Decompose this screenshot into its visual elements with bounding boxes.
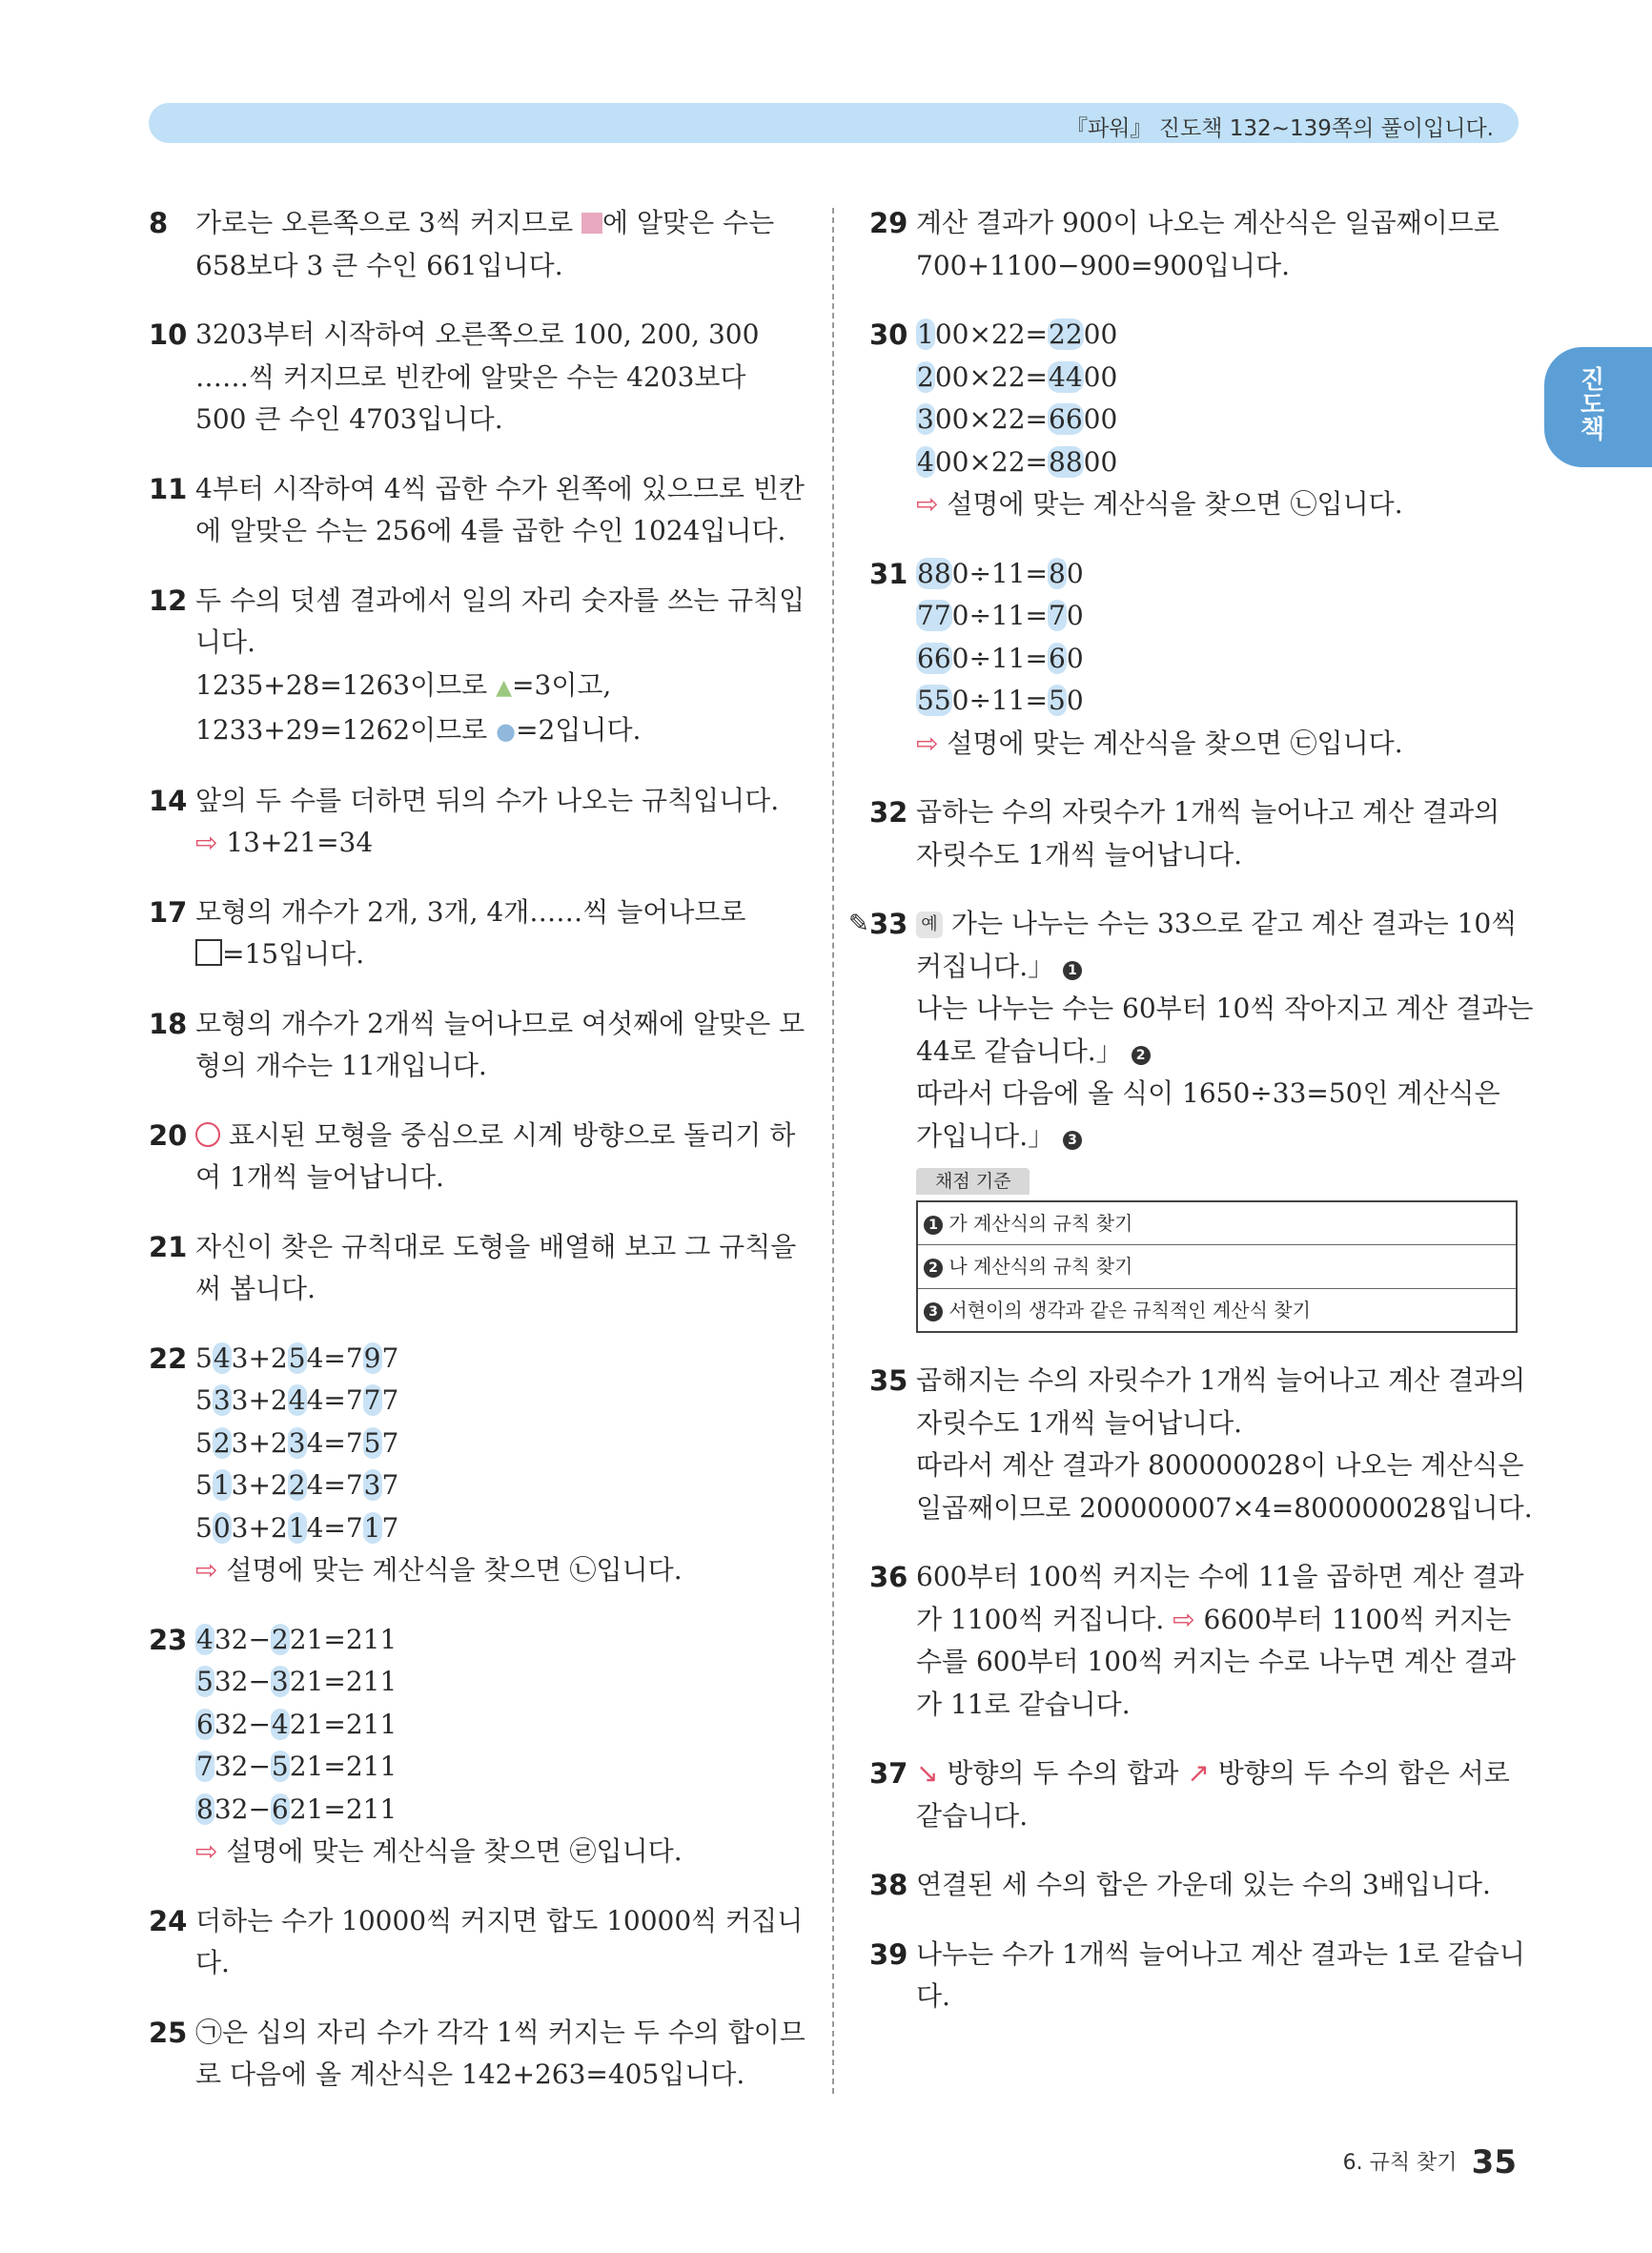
criteria-row: 3 서현이의 생각과 같은 규칙적인 계산식 찾기: [917, 1288, 1517, 1332]
side-tab: [1544, 347, 1652, 467]
header-bar: [149, 103, 1519, 143]
item-number: 22: [149, 1342, 188, 1375]
item-line: 일곱째이므로 200000007×4=800000028입니다.: [916, 1491, 1533, 1524]
item-line: ……씩 커지므로 빈칸에 알맞은 수는 4203보다: [195, 360, 746, 393]
item-line: 여 1개씩 늘어납니다.: [195, 1161, 444, 1193]
item-number: 24: [149, 1904, 188, 1937]
answer-item: [149, 780, 797, 865]
arrow-icon: ⇨: [195, 827, 218, 858]
item-line: ⇨ 13+21=34: [195, 827, 374, 858]
item-line: 3203부터 시작하여 오른쪽으로 100, 200, 300: [195, 318, 760, 350]
item-line: =15입니다.: [195, 933, 797, 976]
item-number: 18: [149, 1007, 188, 1040]
answer-item: [149, 1900, 804, 1985]
item-number: 36: [869, 1561, 908, 1593]
answer-item: [149, 1338, 797, 1592]
item-line: 써 봅니다.: [195, 1273, 316, 1304]
number-1-icon: 1: [924, 1216, 943, 1235]
arrow-icon: ⇨: [195, 1554, 218, 1586]
item-line: 같습니다.: [916, 1799, 1029, 1832]
item-number: 30: [869, 318, 908, 351]
answer-item: [869, 1864, 1518, 1907]
item-number: 8: [149, 207, 169, 239]
answer-item: [848, 903, 1534, 1333]
answer-item: [869, 314, 1518, 526]
item-line: ⇨ 설명에 맞는 계산식을 찾으면 ㉢입니다.: [916, 727, 1403, 759]
item-number: 38: [869, 1869, 908, 1901]
number-3-icon: 3: [1063, 1131, 1082, 1150]
item-line: 자신이 찾은 규칙대로 도형을 배열해 보고 그 규칙을: [195, 1230, 797, 1262]
item-line: 형의 개수는 11개입니다.: [195, 1050, 487, 1081]
item-number: 12: [149, 584, 188, 617]
answer-item: [869, 1556, 1524, 1726]
item-line: 533+244=777: [195, 1384, 399, 1416]
answer-item: [149, 202, 797, 287]
item-line: 모형의 개수가 2개씩 늘어나므로 여섯째에 알맞은 모: [195, 1007, 806, 1039]
item-number: 25: [149, 2016, 188, 2049]
triangle-icon: ▲: [496, 675, 513, 700]
pink-square-icon: [581, 213, 602, 234]
answer-item: [149, 468, 805, 553]
answer-item: [149, 580, 806, 753]
diagonal-up-arrow-icon: ↗: [1187, 1757, 1210, 1789]
item-number: 37: [869, 1757, 908, 1790]
item-line: ⇨ 설명에 맞는 계산식을 찾으면 ㉡입니다.: [195, 1554, 683, 1586]
answer-item: [869, 553, 1518, 766]
answer-item: [149, 1115, 797, 1199]
criteria-label: 채점 기준: [916, 1168, 1030, 1195]
item-line: 곱하는 수의 자릿수가 1개씩 늘어나고 계산 결과의: [916, 796, 1500, 828]
item-line: 연결된 세 수의 합은 가운데 있는 수의 3배입니다.: [916, 1869, 1491, 1900]
item-line: ⇨ 설명에 맞는 계산식을 찾으면 ㉣입니다.: [195, 1835, 683, 1867]
item-line: 커집니다.」 1: [916, 946, 1518, 989]
item-line: 니다.: [195, 626, 255, 658]
number-3-icon: 3: [924, 1302, 943, 1321]
item-line: ↘ 방향의 두 수의 합과 ↗ 방향의 두 수의 합은 서로: [916, 1757, 1510, 1789]
left-column: [149, 202, 806, 2097]
item-line: 4부터 시작하여 4씩 곱한 수가 왼쪽에 있으므로 빈칸: [195, 472, 805, 504]
item-line: 에 알맞은 수는 256에 4를 곱한 수인 1024입니다.: [195, 515, 786, 546]
item-number: 17: [149, 895, 188, 929]
item-line: 예 가는 나누는 수는 33으로 같고 계산 결과는 10씩: [916, 903, 1518, 946]
item-line: 543+254=797: [195, 1342, 399, 1374]
item-line: 100×22=2200: [917, 318, 1118, 350]
answer-item: [149, 1003, 806, 1088]
item-line: 600부터 100씩 커지는 수에 11을 곱하면 계산 결과: [916, 1561, 1524, 1592]
criteria-row: 2 나 계산식의 규칙 찾기: [917, 1245, 1517, 1289]
empty-box-icon: [195, 939, 222, 966]
arrow-icon: ⇨: [1173, 1603, 1195, 1635]
item-line: 계산 결과가 900이 나오는 계산식은 일곱째이므로: [916, 207, 1499, 238]
item-line: 500 큰 수인 4703입니다.: [195, 403, 503, 435]
item-number: 23: [149, 1623, 188, 1656]
pencil-icon: ✎: [848, 910, 869, 938]
item-line: 700+1100−900=900입니다.: [916, 249, 1291, 281]
item-line: 가로는 오른쪽으로 3씩 커지므로 에 알맞은 수는: [195, 207, 775, 238]
item-line: 1233+29=1262이므로 ●=2입니다.: [195, 714, 642, 746]
item-number: 31: [869, 557, 908, 590]
answer-item: [149, 891, 797, 976]
item-line: ㉠은 십의 자리 수가 각각 1씩 커지는 두 수의 합이므: [195, 2016, 806, 2048]
item-line: 400×22=8800: [917, 445, 1118, 478]
item-line: 따라서 다음에 올 식이 1650÷33=50인 계산식은: [916, 1077, 1500, 1109]
answer-item: [149, 1226, 797, 1311]
item-line: 자릿수도 1개씩 늘어납니다.: [916, 838, 1243, 870]
side-tab-label: 진도책: [1576, 366, 1604, 440]
item-line: 표시된 모형을 중심으로 시계 방향으로 돌리기 하: [195, 1115, 797, 1157]
item-line: 503+214=717: [195, 1511, 399, 1544]
item-line: 가 11로 같습니다.: [916, 1688, 1131, 1720]
item-line: 가 1100씩 커집니다. ⇨ 6600부터 1100씩 커지는: [916, 1603, 1512, 1635]
item-line: 가입니다.」 3: [916, 1116, 1518, 1158]
item-line: 나는 나누는 수는 60부터 10씩 작아지고 계산 결과는: [916, 993, 1534, 1024]
item-line: 다.: [195, 1947, 230, 1978]
item-line: 832−621=211: [196, 1792, 398, 1825]
diagonal-down-arrow-icon: ↘: [916, 1757, 939, 1789]
arrow-icon: ⇨: [916, 727, 939, 759]
number-2-icon: 2: [924, 1259, 943, 1278]
item-line: 770÷11=70: [917, 600, 1084, 631]
page-number: 35: [1471, 2143, 1517, 2181]
answer-item: [149, 1619, 797, 1874]
answer-item: [869, 1360, 1533, 1529]
item-line: 44로 같습니다.」 2: [916, 1031, 1518, 1074]
item-line: 두 수의 덧셈 결과에서 일의 자리 숫자를 쓰는 규칙입: [195, 584, 806, 616]
item-number: 14: [149, 784, 188, 817]
item-number: 35: [869, 1364, 908, 1397]
item-number: 21: [149, 1230, 188, 1263]
item-line: 432−221=211: [196, 1623, 398, 1655]
item-line: 따라서 계산 결과가 800000028이 나오는 계산식은: [916, 1449, 1524, 1481]
item-number: 10: [149, 318, 188, 351]
answer-item: [149, 314, 797, 441]
answer-item: [869, 791, 1518, 876]
header-text: 『파워』 진도책 132~139쪽의 풀이입니다.: [1066, 116, 1494, 141]
criteria-row: 1 가 계산식의 규칙 찾기: [917, 1201, 1517, 1245]
answer-item: [149, 2012, 806, 2097]
right-column: [848, 202, 1534, 2018]
item-line: 300×22=6600: [917, 403, 1118, 435]
item-line: 658보다 3 큰 수인 661입니다.: [195, 249, 563, 281]
item-number: 33: [869, 908, 908, 940]
answer-item: [869, 1752, 1518, 1837]
item-number: 29: [869, 207, 908, 239]
item-line: 513+224=737: [195, 1469, 399, 1501]
item-line: 곱해지는 수의 자릿수가 1개씩 늘어나고 계산 결과의: [916, 1364, 1526, 1396]
item-line: 200×22=4400: [917, 360, 1118, 393]
answer-item: [869, 202, 1518, 287]
arrow-icon: ⇨: [916, 488, 939, 520]
item-line: 나누는 수가 1개씩 늘어나고 계산 결과는 1로 같습니: [916, 1937, 1525, 1970]
item-line: 수를 600부터 100씩 커지는 수로 나누면 계산 결과: [916, 1646, 1517, 1677]
item-line: 532−321=211: [196, 1666, 398, 1697]
item-line: 자릿수도 1개씩 늘어납니다.: [916, 1406, 1243, 1439]
item-number: 39: [869, 1937, 908, 1971]
item-line: 1235+28=1263이므로 ▲=3이고,: [195, 668, 612, 701]
example-badge: 예: [916, 911, 943, 938]
arrow-icon: ⇨: [195, 1835, 218, 1867]
item-line: 880÷11=80: [917, 557, 1084, 589]
item-line: 550÷11=50: [917, 685, 1084, 716]
red-circle-icon: [195, 1122, 220, 1147]
item-line: 523+234=757: [195, 1426, 399, 1459]
number-1-icon: 1: [1063, 961, 1082, 980]
item-line: 앞의 두 수를 더하면 뒤의 수가 나오는 규칙입니다.: [195, 784, 780, 816]
item-number: 32: [869, 796, 908, 829]
item-number: 11: [149, 472, 188, 505]
item-line: 더하는 수가 10000씩 커지면 합도 10000씩 커집니: [195, 1904, 804, 1936]
item-line: ⇨ 설명에 맞는 계산식을 찾으면 ㉡입니다.: [916, 488, 1403, 520]
item-line: 다.: [916, 1980, 950, 2012]
item-line: 632−421=211: [196, 1708, 398, 1740]
page-footer: [1343, 2143, 1517, 2181]
item-line: 660÷11=60: [917, 642, 1084, 674]
circle-icon: ●: [496, 718, 517, 745]
criteria-table: [916, 1200, 1518, 1334]
answer-item: [869, 1934, 1525, 2018]
number-2-icon: 2: [1132, 1046, 1151, 1065]
item-line: 로 다음에 올 계산식은 142+263=405입니다.: [195, 2058, 745, 2090]
item-line: 모형의 개수가 2개, 3개, 4개……씩 늘어나므로: [195, 895, 746, 928]
item-line: 732−521=211: [196, 1751, 398, 1782]
item-number: 20: [149, 1118, 188, 1152]
chapter-title: 6. 규칙 찾기: [1342, 2151, 1458, 2175]
column-divider: [832, 208, 834, 2094]
